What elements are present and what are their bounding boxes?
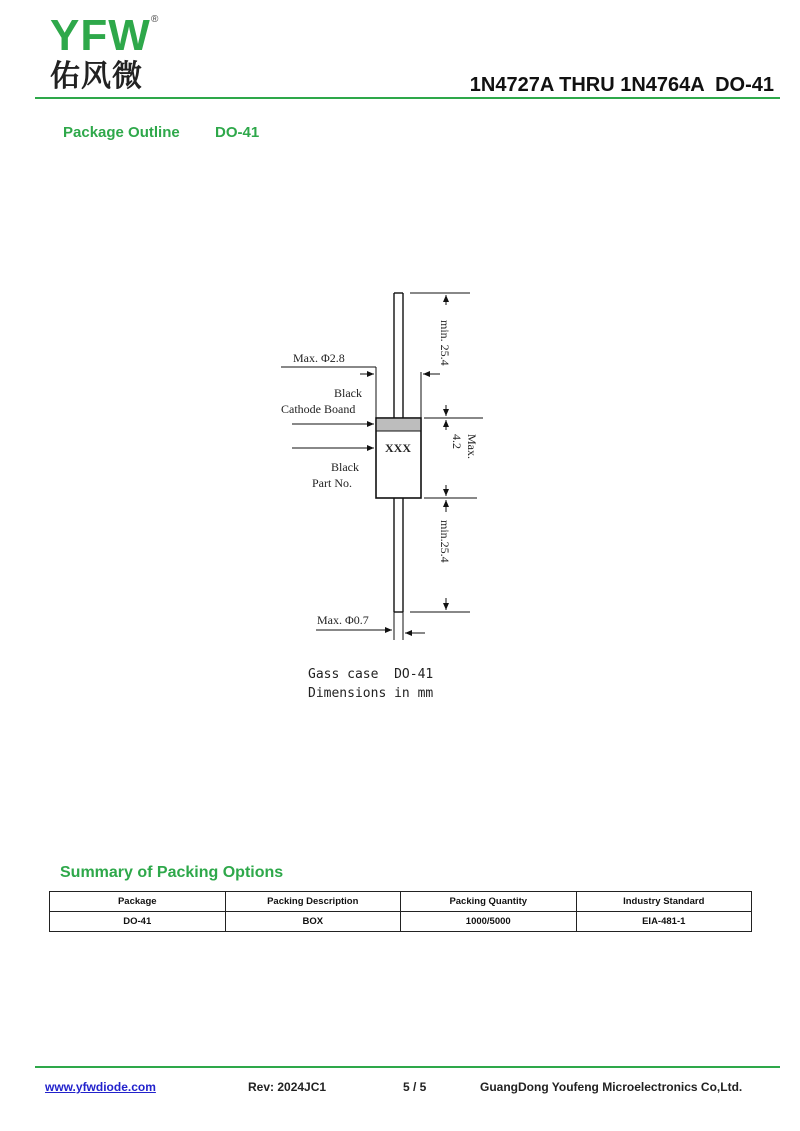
body-length-label-2: 4.2 (450, 434, 464, 449)
diagram-caption-line-2: Dimensions in mm (308, 686, 434, 701)
page-number: 5 / 5 (403, 1080, 427, 1094)
diode-body (376, 418, 421, 498)
company-logo-chinese: 佑风微 (50, 59, 143, 94)
column-header-description: Packing Description (225, 892, 401, 912)
column-header-quantity: Packing Quantity (401, 892, 577, 912)
table-header-row (50, 892, 752, 912)
packing-options-table (49, 891, 752, 932)
cell-quantity: 1000/5000 (401, 912, 577, 932)
registered-mark: ® (151, 14, 159, 25)
part-label-line-2: Part No. (312, 476, 352, 490)
diagram-caption-line-1: Gass case DO-41 (308, 667, 434, 682)
website-link[interactable]: www.yfwdiode.com (45, 1080, 156, 1094)
cathode-band (377, 419, 420, 431)
packing-options-title: Summary of Packing Options (60, 864, 284, 881)
cell-description: BOX (225, 912, 401, 932)
company-name: GuangDong Youfeng Microelectronics Co,Ltd. (480, 1080, 743, 1094)
table-row (50, 912, 752, 932)
cell-package: DO-41 (50, 912, 226, 932)
cathode-label-line-2: Cathode Boand (281, 402, 356, 416)
cathode-label-line-1: Black (334, 386, 362, 400)
package-outline-label: Package Outline (63, 124, 180, 141)
body-length-label-1: Max. (465, 434, 479, 459)
part-marking: XXX (385, 441, 411, 455)
footer-rule (35, 1066, 780, 1068)
company-logo: YFW (50, 11, 151, 60)
lead-bottom (394, 498, 403, 612)
body-diameter-label: Max. Φ2.8 (293, 351, 345, 365)
revision-label: Rev: 2024JC1 (248, 1080, 327, 1094)
part-label-line-1: Black (331, 460, 359, 474)
lead-top (394, 293, 403, 418)
lead-length-bottom-label: min.25.4 (438, 520, 452, 563)
wire-diameter-label: Max. Φ0.7 (317, 613, 369, 627)
column-header-package: Package (50, 892, 226, 912)
document-title: 1N4727A THRU 1N4764A DO-41 (469, 74, 774, 96)
column-header-standard: Industry Standard (576, 892, 752, 912)
cell-standard: EIA-481-1 (576, 912, 752, 932)
lead-length-top-label: min. 25.4 (438, 320, 452, 366)
package-outline-name: DO-41 (215, 124, 260, 141)
